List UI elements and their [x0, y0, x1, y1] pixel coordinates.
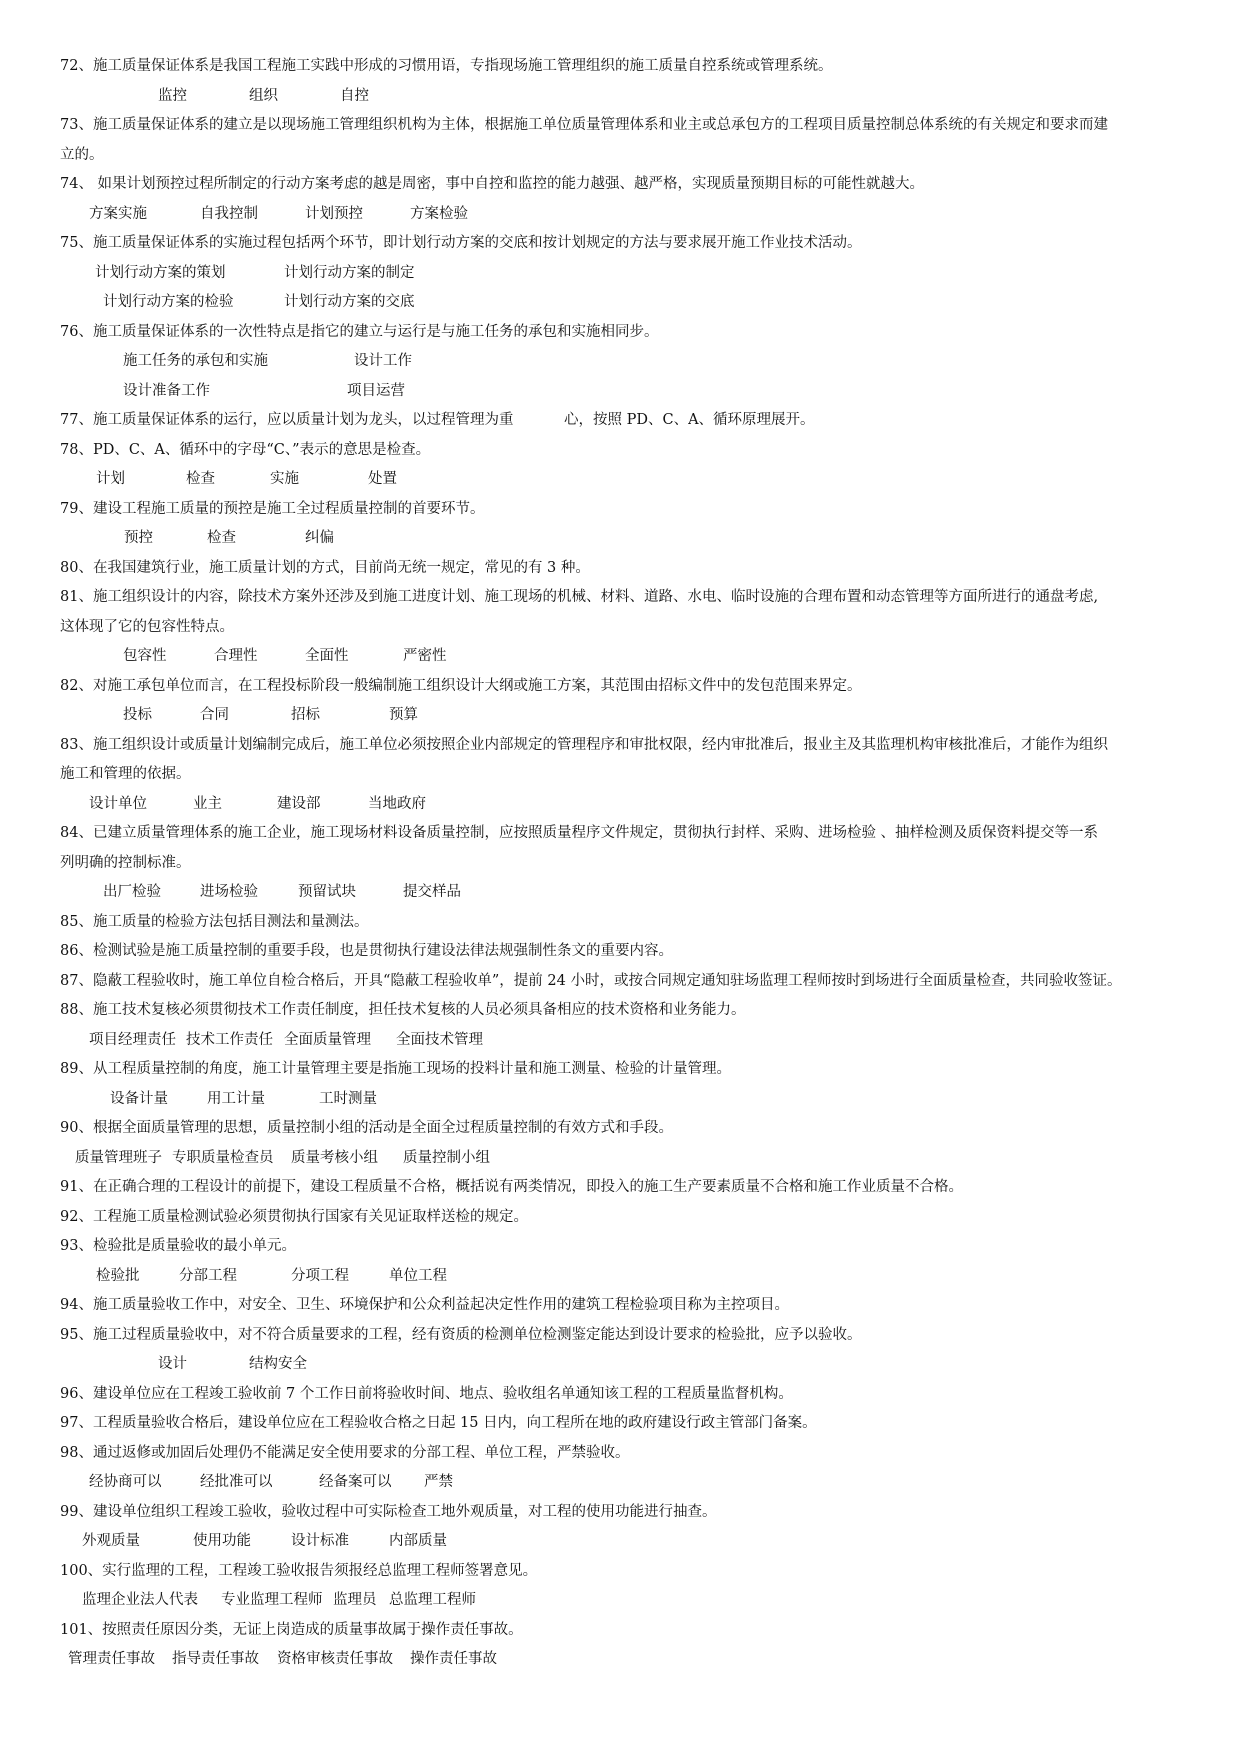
options-100	[0, 1586, 1241, 1616]
option: 计划行动方案的制定	[284, 264, 415, 281]
question-77	[0, 406, 1241, 436]
option: 监理员	[333, 1592, 377, 1608]
options-89	[0, 1085, 1241, 1115]
option: 外观质量	[82, 1533, 140, 1549]
question-89: 89、从工程质量控制的角度，施工计量管理主要是指施工现场的投料计量和施工测量、检验的计量管理。	[60, 1061, 731, 1077]
options-75a	[0, 259, 1241, 289]
option: 经协商可以	[89, 1474, 162, 1490]
question-91: 91、在正确合理的工程设计的前提下，建设工程质量不合格，概括说有两类情况，即投入的施工生产要素质量不合格和施工作业质量不合格。	[60, 1179, 963, 1195]
option: 招标	[291, 707, 320, 723]
question-72: 72、施工质量保证体系是我国工程施工实践中形成的习惯用语，专指现场施工管理组织的施工质量自控系统或管理系统。	[60, 58, 833, 74]
option: 建设部	[277, 795, 321, 812]
option: 内部质量	[389, 1533, 447, 1549]
option: 操作责任事故	[410, 1651, 497, 1667]
option: 预留试块	[298, 884, 356, 900]
option: 设计准备工作	[123, 382, 210, 399]
question-74: 74、 如果计划预控过程所制定的行动方案考虑的越是周密，事中自控和监控的能力越强、越严格，实现质量预期目标的可能性就越大。	[60, 176, 925, 192]
options-79	[0, 524, 1241, 554]
option: 计划预控	[305, 205, 363, 222]
options-90	[0, 1144, 1241, 1174]
question-82: 82、对施工承包单位而言，在工程投标阶段一般编制施工组织设计大纲或施工方案，其范围由招标文件中的发包范围来界定。	[60, 677, 862, 694]
question-77-part2: 心，按照 PD、C、A、循环原理展开。	[564, 412, 815, 428]
options-81	[0, 642, 1241, 672]
question-85: 85、施工质量的检验方法包括目测法和量测法。	[60, 913, 369, 930]
question-98: 98、通过返修或加固后处理仍不能满足安全使用要求的分部工程、单位工程，严禁验收。	[60, 1444, 630, 1461]
option: 投标	[123, 707, 152, 723]
options-93	[0, 1262, 1241, 1292]
option: 组织	[249, 87, 278, 104]
option: 单位工程	[389, 1267, 447, 1284]
option: 计划行动方案的交底	[284, 294, 415, 310]
question-87: 87、隐蔽工程验收时，施工单位自检合格后，开具“隐蔽工程验收单”，提前 24 小时，或按合同规定通知驻场监理工程师按时到场进行全面质量检查，共同验收签证。	[60, 972, 1122, 989]
question-73-cont: 立的。	[60, 146, 104, 163]
question-92: 92、工程施工质量检测试验必须贯彻执行国家有关见证取样送检的规定。	[60, 1208, 528, 1225]
option: 全面技术管理	[396, 1031, 483, 1048]
option: 工时测量	[319, 1090, 377, 1107]
options-101	[0, 1645, 1241, 1675]
option: 处置	[368, 471, 397, 487]
question-84: 84、已建立质量管理体系的施工企业，施工现场材料设备质量控制，应按照质量程序文件规定，贯彻执行封样、采购、进场检验 、抽样检测及质保资料提交等一系	[60, 825, 1099, 841]
option: 检验批	[96, 1267, 140, 1284]
question-75: 75、施工质量保证体系的实施过程包括两个环节，即计划行动方案的交底和按计划规定的方法与要求展开施工作业技术活动。	[60, 235, 862, 251]
option: 质量控制小组	[403, 1149, 490, 1166]
option: 使用功能	[193, 1533, 251, 1549]
question-101: 101、按照责任原因分类，无证上岗造成的质量事故属于操作责任事故。	[60, 1621, 523, 1638]
options-74	[0, 200, 1241, 230]
option: 方案实施	[89, 205, 147, 222]
options-98	[0, 1468, 1241, 1498]
options-95	[0, 1350, 1241, 1380]
question-94: 94、施工质量验收工作中，对安全、卫生、环境保护和公众利益起决定性作用的建筑工程检验项目称为主控项目。	[60, 1297, 789, 1313]
question-100: 100、实行监理的工程，工程竣工验收报告须报经总监理工程师签署意见。	[60, 1562, 538, 1579]
option: 监理企业法人代表	[82, 1592, 198, 1608]
options-99	[0, 1527, 1241, 1557]
question-79: 79、建设工程施工质量的预控是施工全过程质量控制的首要环节。	[60, 500, 485, 517]
option: 指导责任事故	[172, 1651, 259, 1667]
option: 监控	[158, 87, 187, 104]
question-81: 81、施工组织设计的内容，除技术方案外还涉及到施工进度计划、施工现场的机械、材料、道路、水电、临时设施的合理布置和动态管理等方面所进行的通盘考虑,	[60, 589, 1099, 605]
question-76: 76、施工质量保证体系的一次性特点是指它的建立与运行是与施工任务的承包和实施相同步。	[60, 323, 659, 340]
option: 项目运营	[347, 382, 405, 399]
option: 方案检验	[410, 205, 468, 222]
option: 进场检验	[200, 884, 258, 900]
question-88: 88、施工技术复核必须贯彻技术工作责任制度，担任技术复核的人员必须具备相应的技术资格和业务能力。	[60, 1002, 746, 1018]
options-76b	[0, 377, 1241, 407]
option: 预算	[389, 707, 418, 723]
question-80: 80、在我国建筑行业，施工质量计划的方式，目前尚无统一规定，常见的有 3 种。	[60, 559, 590, 576]
option: 质量考核小组	[291, 1149, 378, 1166]
option: 预控	[124, 530, 153, 546]
option: 管理责任事故	[68, 1651, 155, 1667]
option: 全面质量管理	[284, 1031, 371, 1048]
question-83-cont: 施工和管理的依据。	[60, 766, 191, 782]
options-78	[0, 465, 1241, 495]
option: 专业监理工程师	[221, 1592, 323, 1608]
option: 结构安全	[249, 1356, 307, 1372]
option: 合同	[200, 707, 229, 723]
options-82	[0, 701, 1241, 731]
options-83	[0, 790, 1241, 820]
option: 设备计量	[110, 1090, 168, 1107]
option: 设计	[158, 1356, 187, 1372]
option: 分部工程	[179, 1267, 237, 1284]
question-97: 97、工程质量验收合格后，建设单位应在工程验收合格之日起 15 日内，向工程所在地的政府建设行政主管部门备案。	[60, 1415, 817, 1431]
question-83: 83、施工组织设计或质量计划编制完成后，施工单位必须按照企业内部规定的管理程序和审批权限，经内审批准后，报业主及其监理机构审核批准后，才能作为组织	[60, 736, 1108, 753]
option: 全面性	[305, 648, 349, 664]
option: 分项工程	[291, 1267, 349, 1284]
option: 经批准可以	[200, 1474, 273, 1490]
question-84-cont: 列明确的控制标准。	[60, 854, 191, 871]
question-78: 78、PD、C、A、循环中的字母“C、”表示的意思是检查。	[60, 441, 431, 458]
option: 施工任务的承包和实施	[123, 353, 268, 369]
question-81-cont: 这体现了它的包容性特点。	[60, 618, 234, 635]
question-96: 96、建设单位应在工程竣工验收前 7 个工作日前将验收时间、地点、验收组名单通知该工程的工程质量监督机构。	[60, 1385, 793, 1402]
option: 自我控制	[200, 205, 258, 222]
option: 当地政府	[368, 795, 426, 812]
option: 检查	[207, 530, 236, 546]
document-page	[0, 52, 1241, 1675]
option: 检查	[186, 471, 215, 487]
option: 专职质量检查员	[172, 1149, 274, 1166]
option: 严密性	[403, 648, 447, 664]
options-84	[0, 878, 1241, 908]
option: 经备案可以	[319, 1474, 392, 1490]
option: 质量管理班子	[75, 1149, 162, 1166]
option: 计划	[96, 471, 125, 487]
option: 纠偏	[305, 530, 334, 546]
option: 提交样品	[403, 884, 461, 900]
option: 出厂检验	[103, 884, 161, 900]
option: 资格审核责任事故	[277, 1651, 393, 1667]
option: 项目经理责任	[89, 1031, 176, 1048]
option: 设计单位	[89, 795, 147, 812]
option: 合理性	[214, 648, 258, 664]
option: 总监理工程师	[389, 1592, 476, 1608]
options-72	[0, 82, 1241, 112]
question-90: 90、根据全面质量管理的思想，质量控制小组的活动是全面全过程质量控制的有效方式和手段。	[60, 1120, 673, 1136]
options-76a	[0, 347, 1241, 377]
option: 用工计量	[207, 1090, 265, 1107]
option: 业主	[193, 795, 222, 812]
question-93: 93、检验批是质量验收的最小单元。	[60, 1238, 296, 1254]
option: 设计工作	[354, 353, 412, 369]
option: 包容性	[123, 648, 167, 664]
option: 技术工作责任	[186, 1031, 273, 1048]
question-77-part1: 77、施工质量保证体系的运行，应以质量计划为龙头，以过程管理为重	[60, 412, 514, 428]
option: 计划行动方案的检验	[103, 294, 234, 310]
option: 计划行动方案的策划	[95, 264, 226, 281]
option: 自控	[340, 87, 369, 104]
options-88	[0, 1026, 1241, 1056]
question-95: 95、施工过程质量验收中，对不符合质量要求的工程，经有资质的检测单位检测鉴定能达到设计要求的检验批，应予以验收。	[60, 1326, 862, 1343]
question-99: 99、建设单位组织工程竣工验收，验收过程中可实际检查工地外观质量，对工程的使用功能进行抽查。	[60, 1503, 717, 1520]
option: 设计标准	[291, 1533, 349, 1549]
question-86: 86、检测试验是施工质量控制的重要手段，也是贯彻执行建设法律法规强制性条文的重要内容。	[60, 943, 673, 959]
question-73: 73、施工质量保证体系的建立是以现场施工管理组织机构为主体，根据施工单位质量管理体系和业主或总承包方的工程项目质量控制总体系统的有关规定和要求而建	[60, 117, 1108, 133]
options-75b	[0, 288, 1241, 318]
option: 严禁	[424, 1474, 453, 1490]
option: 实施	[270, 471, 299, 487]
